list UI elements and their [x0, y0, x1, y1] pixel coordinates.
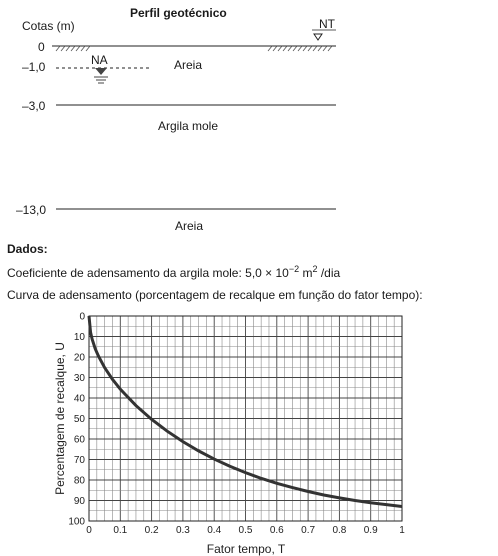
y-tick-label: 0: [79, 311, 85, 323]
x-tick-label: 0.3: [175, 525, 190, 536]
y-axis-label: Percentagem de recalque, U: [53, 342, 67, 495]
nt-triangle-icon: [314, 34, 322, 40]
y-tick-label: 80: [73, 475, 85, 487]
y-tick-label: 20: [73, 352, 85, 364]
profile-title: Perfil geotécnico: [130, 6, 227, 20]
y-tick-label: 70: [73, 455, 85, 466]
x-tick-label: 0.2: [144, 525, 159, 536]
coef-line: [7, 264, 340, 280]
chart-grid: [89, 316, 402, 521]
x-tick-label: 0.8: [332, 525, 347, 536]
x-tick-label: 0: [86, 525, 92, 536]
nt-label: NT: [319, 17, 335, 31]
layer-sand-top: Areia: [174, 58, 203, 72]
x-axis-label: Fator tempo, T: [206, 542, 286, 556]
coef-text: Coeficiente de adensamento da argila mole: 5,0 × 10: [7, 266, 289, 280]
na-triangle-icon: [95, 68, 107, 75]
layer-soft-clay: Argila mole: [158, 119, 219, 133]
y-tick-label: 40: [73, 393, 85, 405]
consolidation-chart: [0, 300, 498, 556]
x-tick-label: 0.4: [207, 525, 222, 536]
x-tick-label: 0.6: [269, 525, 284, 536]
x-tick-label: 1: [399, 525, 405, 536]
na-label: NA: [91, 53, 108, 67]
y-tick-label: 60: [73, 434, 85, 446]
ground-hatch-right: [268, 46, 332, 51]
elevation-minus-1: –1,0: [22, 60, 46, 74]
profile-lines: [0, 0, 498, 240]
y-tick-label: 90: [73, 496, 85, 507]
coef-unit: m: [299, 266, 313, 280]
y-tick-label: 100: [68, 516, 85, 528]
elevation-minus-3: –3,0: [22, 99, 46, 113]
layer-sand-bottom: Areia: [175, 219, 204, 233]
dados-heading: Dados:: [7, 242, 48, 256]
x-tick-labels: [86, 525, 405, 536]
x-tick-label: 0.1: [113, 525, 128, 536]
coef-unit-tail: /dia: [317, 266, 341, 280]
y-tick-label: 30: [73, 373, 85, 384]
coef-exponent: −2: [288, 264, 300, 274]
coef-unit-exponent: 2: [312, 264, 318, 274]
x-tick-label: 0.5: [238, 525, 253, 536]
elevation-minus-13: –13,0: [16, 203, 47, 217]
y-tick-labels: [68, 312, 85, 528]
elevation-0: 0: [38, 40, 45, 54]
y-tick-label: 10: [73, 332, 85, 343]
cotas-label: Cotas (m): [22, 19, 75, 33]
y-tick-label: 50: [73, 414, 85, 425]
curve-caption: Curva de adensamento (porcentagem de recalque em função do fator tempo):: [7, 288, 423, 302]
x-tick-label: 0.9: [363, 525, 378, 536]
ground-hatch-left: [56, 46, 90, 51]
x-tick-label: 0.7: [301, 525, 316, 536]
